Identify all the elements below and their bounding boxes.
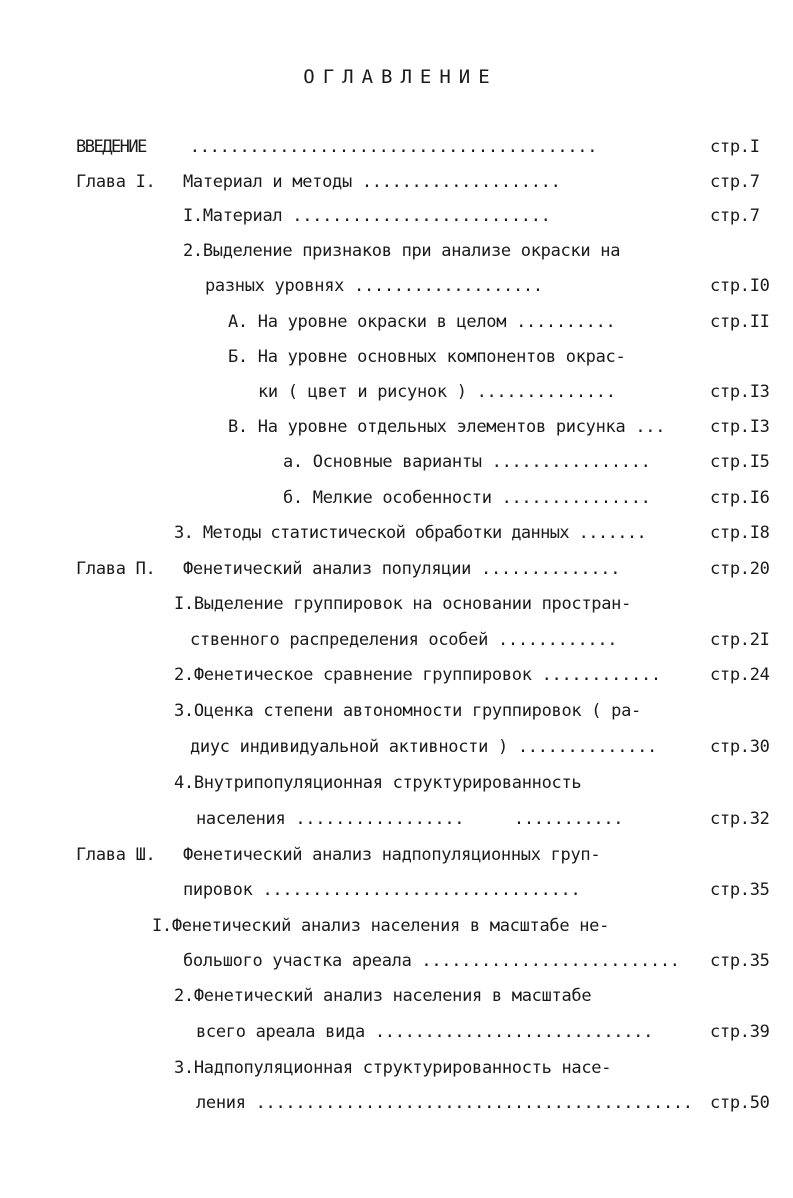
toc-entry-page: стр.2I bbox=[710, 630, 770, 650]
toc-entry bbox=[0, 1055, 793, 1081]
toc-entry bbox=[0, 344, 793, 370]
toc-entry-text: населения ................. ........... bbox=[196, 809, 624, 829]
toc-entry-text: Б. На уровне основных компонентов окрас- bbox=[228, 347, 626, 367]
toc-entry-page: стр.35 bbox=[710, 880, 770, 900]
toc-entry-text: Материал и методы .................... bbox=[183, 172, 561, 192]
toc-entry-page: стр.I8 bbox=[710, 523, 770, 543]
toc-entry-page: стр.32 bbox=[710, 809, 770, 829]
toc-entry-text: Фенетический анализ популяции .............. bbox=[183, 559, 621, 579]
toc-entry bbox=[0, 238, 793, 264]
toc-entry-page: стр.7 bbox=[710, 206, 760, 226]
toc-entry-page: стр.I bbox=[710, 137, 760, 157]
toc-entry bbox=[0, 414, 793, 440]
toc-entry-text: А. На уровне окраски в целом .......... bbox=[228, 312, 616, 332]
toc-entry bbox=[0, 698, 793, 724]
toc-entry-text: 3.Надпопуляционная структурированность насе- bbox=[174, 1058, 612, 1078]
toc-entry-continuation bbox=[0, 948, 793, 974]
toc-entry-continuation bbox=[0, 1090, 793, 1116]
toc-entry-text: ......................................... bbox=[160, 137, 598, 157]
toc-entry-label: Глава Ш. bbox=[76, 845, 156, 865]
toc-entry-text: 4.Внутрипопуляционная структурированность bbox=[174, 773, 582, 793]
toc-entry-text: ления ............................................ bbox=[196, 1093, 693, 1113]
toc-entry-page: стр.24 bbox=[710, 665, 770, 685]
toc-entry-text: Фенетический анализ надпопуляционных груп- bbox=[183, 845, 601, 865]
toc-entry-text: а. Основные варианты ................ bbox=[283, 452, 651, 472]
toc-entry-page: стр.II bbox=[710, 312, 770, 332]
toc-entry bbox=[0, 203, 793, 229]
toc-entry-text: б. Мелкие особенности ............... bbox=[283, 488, 651, 508]
toc-entry-continuation bbox=[0, 379, 793, 405]
toc-entry-text: диус индивидуальной активности ) .............. bbox=[190, 737, 657, 757]
toc-entry-text: ственного распределения особей ............ bbox=[190, 630, 618, 650]
toc-entry-continuation bbox=[0, 1019, 793, 1045]
toc-entry-label: ВВЕДЕНИЕ bbox=[76, 137, 146, 157]
toc-entry-page: стр.I0 bbox=[710, 276, 770, 296]
toc-entry-text: В. На уровне отдельных элементов рисунка ... bbox=[228, 417, 666, 437]
page-title: ОГЛАВЛЕНИЕ bbox=[303, 66, 498, 88]
toc-entry bbox=[0, 449, 793, 475]
toc-entry bbox=[0, 913, 793, 939]
toc-entry-page: стр.30 bbox=[710, 737, 770, 757]
toc-entry-text: I.Фенетический анализ населения в масштабе не- bbox=[152, 916, 610, 936]
toc-entry bbox=[0, 485, 793, 511]
toc-entry-text: 3.Оценка степени автономности группировок ( ра- bbox=[174, 701, 641, 721]
toc-entry-text: 3. Методы статистической обработки данных ....... bbox=[174, 523, 647, 543]
toc-entry-page: стр.35 bbox=[710, 951, 770, 971]
toc-entry-page: стр.20 bbox=[710, 559, 770, 579]
toc-entry bbox=[0, 591, 793, 617]
toc-entry-text: разных уровнях ................... bbox=[205, 276, 543, 296]
toc-entry-page: стр.39 bbox=[710, 1022, 770, 1042]
toc-entry-introduction bbox=[0, 134, 793, 160]
toc-entry-chapter-1 bbox=[0, 169, 793, 195]
toc-entry-text: большого участка ареала .......................... bbox=[183, 951, 680, 971]
toc-entry-page: стр.7 bbox=[710, 172, 760, 192]
toc-entry-text: всего ареала вида ............................ bbox=[196, 1022, 654, 1042]
toc-entry-page: стр.50 bbox=[710, 1093, 770, 1113]
toc-entry bbox=[0, 983, 793, 1009]
toc-entry bbox=[0, 309, 793, 335]
toc-entry-text: пировок ................................ bbox=[183, 880, 581, 900]
toc-entry-chapter-2 bbox=[0, 556, 793, 582]
toc-entry bbox=[0, 520, 793, 546]
toc-entry-label: Глава I. bbox=[76, 172, 156, 192]
toc-entry-text: 2.Фенетический анализ населения в масштабе bbox=[174, 986, 592, 1006]
toc-entry bbox=[0, 770, 793, 796]
toc-entry-text: 2.Фенетическое сравнение группировок ............ bbox=[174, 665, 661, 685]
toc-entry-label: Глава П. bbox=[76, 559, 156, 579]
toc-entry bbox=[0, 662, 793, 688]
toc-entry-page: стр.I5 bbox=[710, 452, 770, 472]
toc-entry-continuation bbox=[0, 877, 793, 903]
toc-entry-continuation bbox=[0, 627, 793, 653]
toc-entry-continuation bbox=[0, 806, 793, 832]
toc-entry-continuation bbox=[0, 273, 793, 299]
toc-entry-chapter-3 bbox=[0, 842, 793, 868]
toc-entry-continuation bbox=[0, 734, 793, 760]
toc-entry-text: 2.Выделение признаков при анализе окраски на bbox=[183, 241, 621, 261]
toc-entry-text: I.Выделение группировок на основании простран- bbox=[174, 594, 632, 614]
toc-entry-page: стр.I3 bbox=[710, 417, 770, 437]
toc-entry-text: I.Материал .......................... bbox=[183, 206, 551, 226]
toc-entry-page: стр.I6 bbox=[710, 488, 770, 508]
toc-entry-page: стр.I3 bbox=[710, 382, 770, 402]
toc-entry-text: ки ( цвет и рисунок ) .............. bbox=[258, 382, 616, 402]
